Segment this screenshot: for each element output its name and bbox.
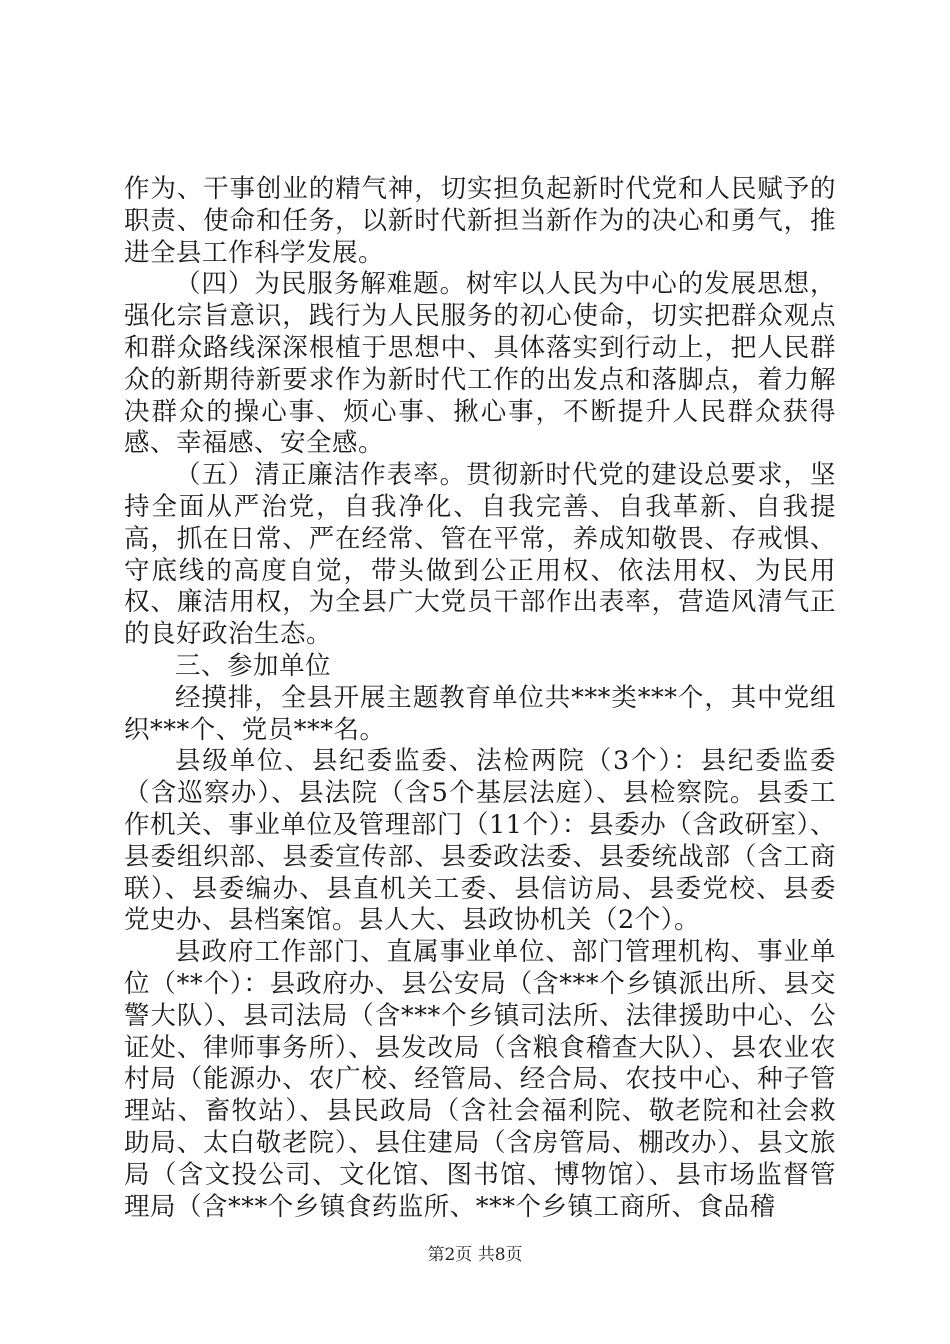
page-number-label: 第2页 共8页 xyxy=(427,1245,523,1265)
paragraph-county-units: 县级单位、县纪委监委、法检两院（3个）：县纪委监委（含巡察办）、县法院（含5个基层法庭）、县检察院。县委工作机关、事业单位及管理部门（11个）：县委办（含政研室）、县委组织部、县委宣传部、县委政法委、县委统战部（含工商联）、县委编办、县直机关工委、县信访局、县委党校、县委党史办、县档案馆。县人大、县政协机关（2个）。 xyxy=(124,746,836,936)
paragraph-government-departments: 县政府工作部门、直属事业单位、部门管理机构、事业单位（**个）：县政府办、县公安局（含***个乡镇派出所、县交警大队）、县司法局（含***个乡镇司法所、法律援助中心、公证处、律师事务所）、县发改局（含粮食稽查大队）、县农业农村局（能源办、农广校、经管局、经合局、农技中心、种子管理站、畜牧站）、县民政局（含社会福利院、敬老院和社会救助局、太白敬老院）、县住建局（含房管局、棚改办）、县文旅局（含文投公司、文化馆、图书馆、博物馆）、县市场监督管理局（含***个乡镇食药监所、***个乡镇工商所、食品稽 xyxy=(124,937,836,1222)
paragraph-section-4: （四）为民服务解难题。树牢以人民为中心的发展思想，强化宗旨意识，践行为人民服务的初心使命，切实把群众观点和群众路线深深根植于思想中、具体落实到行动上，把人民群众的新期待新要求作为新时代工作的出发点和落脚点，着力解决群众的操心事、烦心事、揪心事，不断提升人民群众获得感、幸福感、安全感。 xyxy=(124,269,836,459)
page-footer xyxy=(0,1244,950,1266)
document-body xyxy=(124,174,836,1223)
paragraph-unit-summary: 经摸排，全县开展主题教育单位共***类***个，其中党组织***个、党员***名。 xyxy=(124,682,836,745)
heading-participating-units: 三、参加单位 xyxy=(175,650,332,681)
paragraph-section-5: （五）清正廉洁作表率。贯彻新时代党的建设总要求，坚持全面从严治党，自我净化、自我完善、自我革新、自我提高，抓在日常、严在经常、管在平常，养成知敬畏、存戒惧、守底线的高度自觉，带头做到公正用权、依法用权、为民用权、廉洁用权，为全县广大党员干部作出表率，营造风清气正的良好政治生态。 xyxy=(124,460,836,650)
paragraph-continuation: 作为、干事创业的精气神，切实担负起新时代党和人民赋予的职责、使命和任务，以新时代新担当新作为的决心和勇气，推进全县工作科学发展。 xyxy=(124,174,836,268)
